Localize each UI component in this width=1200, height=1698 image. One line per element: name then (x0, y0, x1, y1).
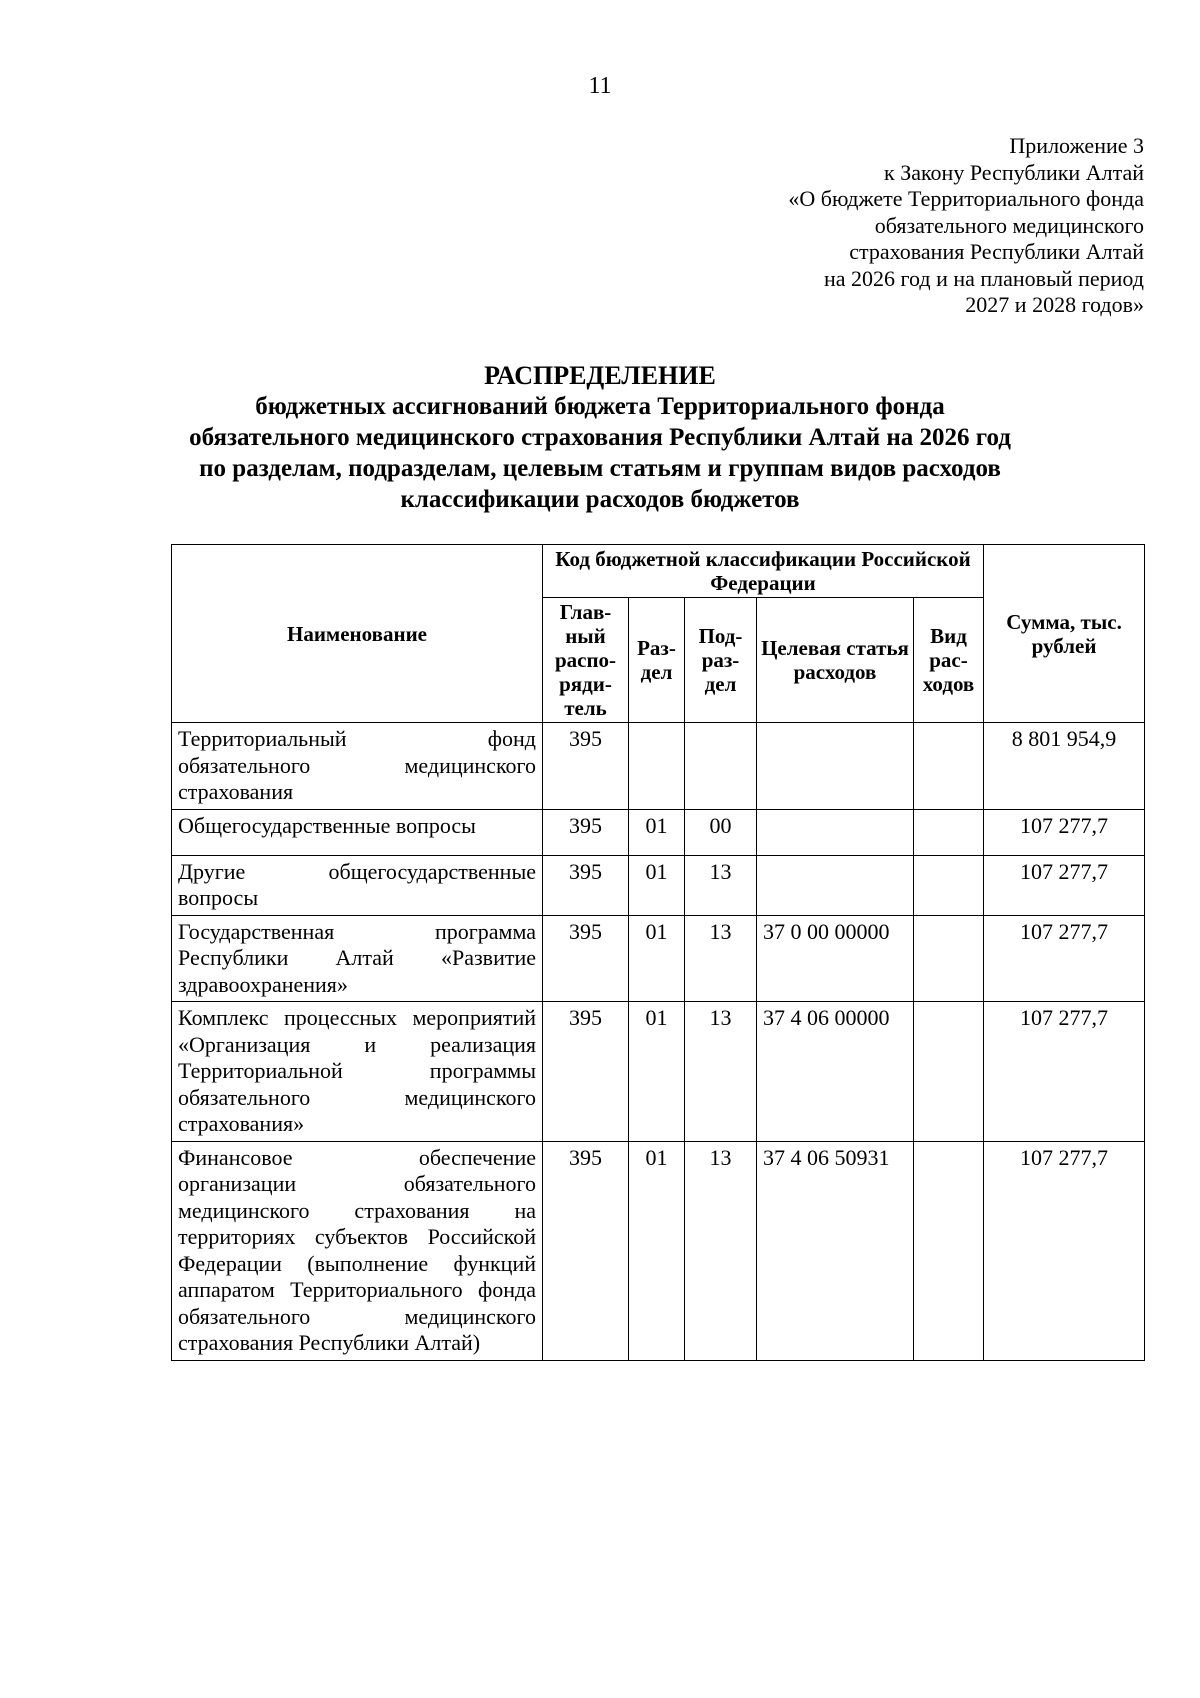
annex-line: к Закону Республики Алтай (884, 159, 1144, 185)
table-row (172, 809, 1145, 855)
table-row (172, 855, 1145, 915)
cell-target: 37 4 06 00000 (757, 1002, 914, 1142)
annex-line: 2027 и 2028 годов» (965, 292, 1144, 317)
cell-section (629, 723, 685, 810)
cell-chief: 395 (543, 1002, 629, 1142)
title-line: обязательного медицинского страхования Республики Алтай на 2026 год (189, 424, 1011, 451)
annex-line: на 2026 год и на плановый период (824, 265, 1144, 291)
title-line: по разделам, подразделам, целевым статьям и группам видов расходов (199, 455, 1001, 482)
table-row (172, 723, 1145, 810)
cell-sum: 107 277,7 (984, 809, 1145, 855)
cell-chief: 395 (543, 809, 629, 855)
cell-target (757, 855, 914, 915)
title-line: бюджетных ассигнований бюджета Территориального фонда (255, 393, 945, 420)
cell-name: Комплекс процессных мероприятий «Организация и реализация Территориальной программы обязательного медицинского страхования» (172, 1002, 543, 1142)
annex-line: страхования Республики Алтай (849, 239, 1144, 264)
cell-target (757, 723, 914, 810)
table-header-row (172, 545, 1145, 598)
annex-line: Приложение 3 (1009, 133, 1144, 158)
cell-kind (914, 1002, 984, 1142)
cell-kind (914, 1141, 984, 1360)
cell-chief: 395 (543, 855, 629, 915)
budget-table (171, 544, 1145, 1361)
cell-name: Общегосударственные вопросы (172, 809, 543, 855)
cell-sum: 107 277,7 (984, 1141, 1145, 1360)
cell-subsection: 13 (685, 855, 757, 915)
table-row (172, 1002, 1145, 1142)
cell-sum: 107 277,7 (984, 915, 1145, 1002)
cell-subsection: 13 (685, 915, 757, 1002)
cell-target (757, 809, 914, 855)
cell-section: 01 (629, 915, 685, 1002)
cell-chief: 395 (543, 723, 629, 810)
header-sum: Сумма, тыс. рублей (984, 545, 1145, 723)
cell-subsection: 00 (685, 809, 757, 855)
cell-kind (914, 723, 984, 810)
cell-subsection (685, 723, 757, 810)
title-line: РАСПРЕДЕЛЕНИЕ (484, 361, 716, 390)
cell-sum: 107 277,7 (984, 855, 1145, 915)
header-code-group: Код бюджетной классификации Российской Федерации (543, 545, 984, 598)
cell-name: Финансовое обеспечение организации обязательного медицинского страхования на территориях субъектов Российской Федерации (выполнение функций аппаратом Территориального фонда обязательного медицинского страхования Республики Алтай) (172, 1141, 543, 1360)
header-section: Раз-дел (629, 598, 685, 723)
document-title (0, 360, 1200, 515)
cell-section: 01 (629, 809, 685, 855)
cell-sum: 8 801 954,9 (984, 723, 1145, 810)
cell-name: Территориальный фонд обязательного медицинского страхования (172, 723, 543, 810)
annex-line: «О бюджете Территориального фонда (788, 186, 1144, 211)
cell-target: 37 0 00 00000 (757, 915, 914, 1002)
cell-chief: 395 (543, 915, 629, 1002)
cell-kind (914, 855, 984, 915)
header-chief: Глав-ный распо-ряди-тель (543, 598, 629, 723)
header-target: Целевая статья расходов (757, 598, 914, 723)
title-line: классификации расходов бюджетов (400, 486, 800, 513)
page-number: 11 (588, 73, 612, 99)
cell-subsection: 13 (685, 1141, 757, 1360)
cell-name: Другие общегосударственные вопросы (172, 855, 543, 915)
cell-chief: 395 (543, 1141, 629, 1360)
cell-subsection: 13 (685, 1002, 757, 1142)
table-row (172, 1141, 1145, 1360)
cell-section: 01 (629, 855, 685, 915)
cell-kind (914, 915, 984, 1002)
table-row (172, 915, 1145, 1002)
header-subsection: Под-раз-дел (685, 598, 757, 723)
annex-line: обязательного медицинского (874, 212, 1144, 238)
annex-reference (788, 133, 1144, 319)
cell-section: 01 (629, 1002, 685, 1142)
cell-section: 01 (629, 1141, 685, 1360)
cell-sum: 107 277,7 (984, 1002, 1145, 1142)
cell-kind (914, 809, 984, 855)
cell-name: Государственная программа Республики Алтай «Развитие здравоохранения» (172, 915, 543, 1002)
header-name: Наименование (172, 545, 543, 723)
header-kind: Вид рас-ходов (914, 598, 984, 723)
cell-target: 37 4 06 50931 (757, 1141, 914, 1360)
